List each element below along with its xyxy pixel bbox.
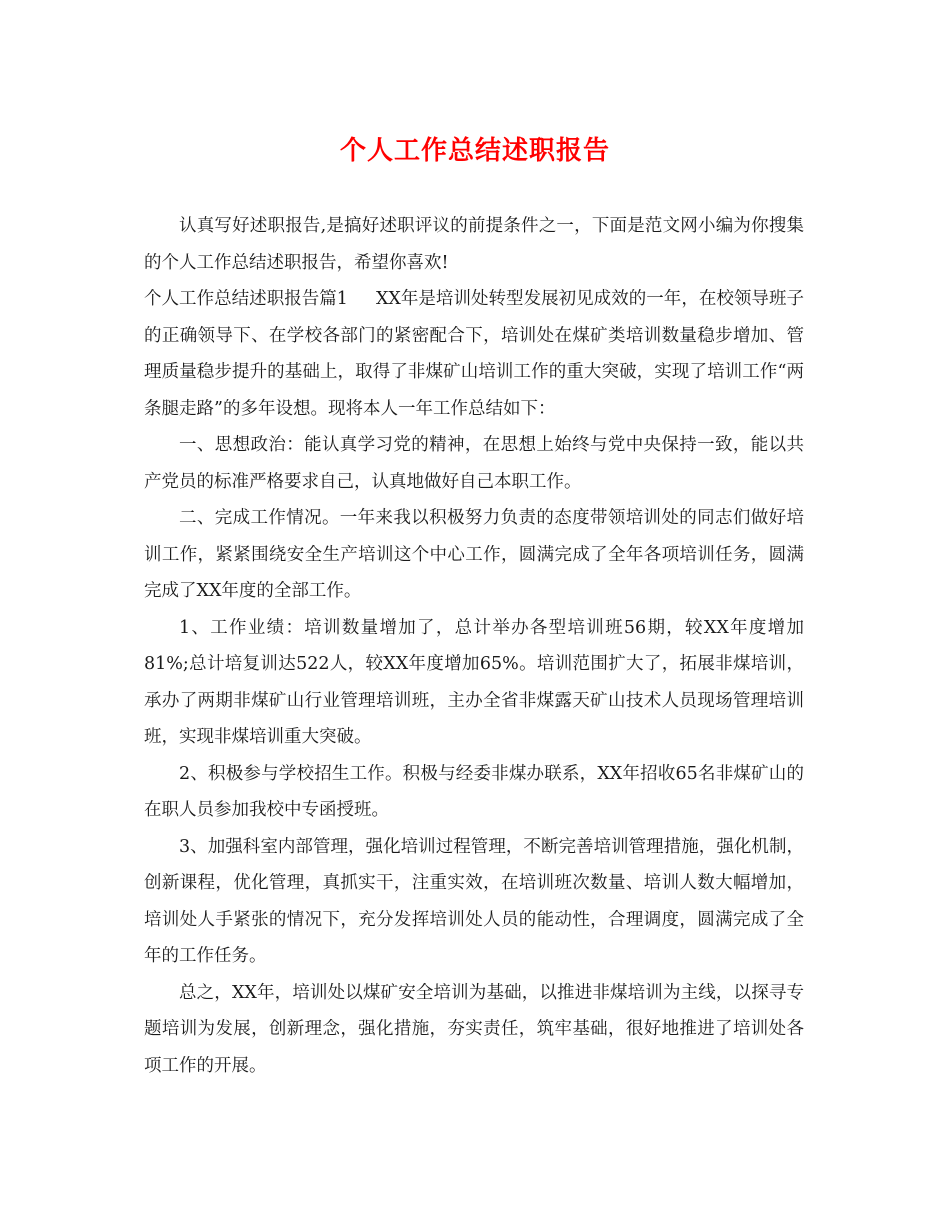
paragraph-management: 3、加强科室内部管理，强化培训过程管理，不断完善培训管理措施，强化机制，创新课程，优化管理，真抓实干，注重实效，在培训班次数量、培训人数大幅增加，培训处人手紧张的情况下，充分发挥培训处人员的能动性，合理调度，圆满完成了全年的工作任务。 (144, 836, 804, 966)
paragraph-performance: 1、工作业绩：培训数量增加了，总计举办各型培训班56期，较XX年度增加81%;总计培复训达522人，较XX年度增加65%。培训范围扩大了，拓展非煤培训，承办了两期非煤矿山行业管理培训班，主办全省非煤露天矿山技术人员现场管理培训班，实现非煤培训重大突破。 (144, 617, 804, 747)
section-opening: XX年是培训处转型发展初见成效的一年，在校领导班子的正确领导下、在学校各部门的紧密配合下，培训处在煤矿类培训数量稳步增加、管理质量稳步提升的基础上，取得了非煤矿山培训工作的重大突破，实现了培训工作“两条腿走路”的多年设想。现将本人一年工作总结如下： (144, 289, 804, 419)
paragraph-summary: 总之，XX年，培训处以煤矿安全培训为基础，以推进非煤培训为主线，以探寻专题培训为发展，创新理念，强化措施，夯实责任，筑牢基础，很好地推进了培训处各项工作的开展。 (144, 982, 804, 1076)
document-title: 个人工作总结述职报告 (339, 136, 610, 166)
paragraph-enrollment: 2、积极参与学校招生工作。积极与经委非煤办联系，XX年招收65名非煤矿山的在职人员参加我校中专函授班。 (144, 763, 804, 820)
document-body (144, 208, 804, 1084)
paragraph-work-status: 二、完成工作情况。一年来我以积极努力负责的态度带领培训处的同志们做好培训工作，紧紧围绕安全生产培训这个中心工作，圆满完成了全年各项培训任务，圆满完成了XX年度的全部工作。 (144, 508, 804, 601)
section-label: 个人工作总结述职报告篇1 (144, 289, 348, 309)
section-paragraph (144, 281, 804, 427)
paragraph-politics: 一、思想政治：能认真学习党的精神，在思想上始终与党中央保持一致，能以共产党员的标准严格要求自己，认真地做好自己本职工作。 (144, 435, 804, 492)
intro-paragraph: 认真写好述职报告,是搞好述职评议的前提条件之一，下面是范文网小编为你搜集的个人工作总结述职报告，希望你喜欢! (144, 216, 804, 273)
